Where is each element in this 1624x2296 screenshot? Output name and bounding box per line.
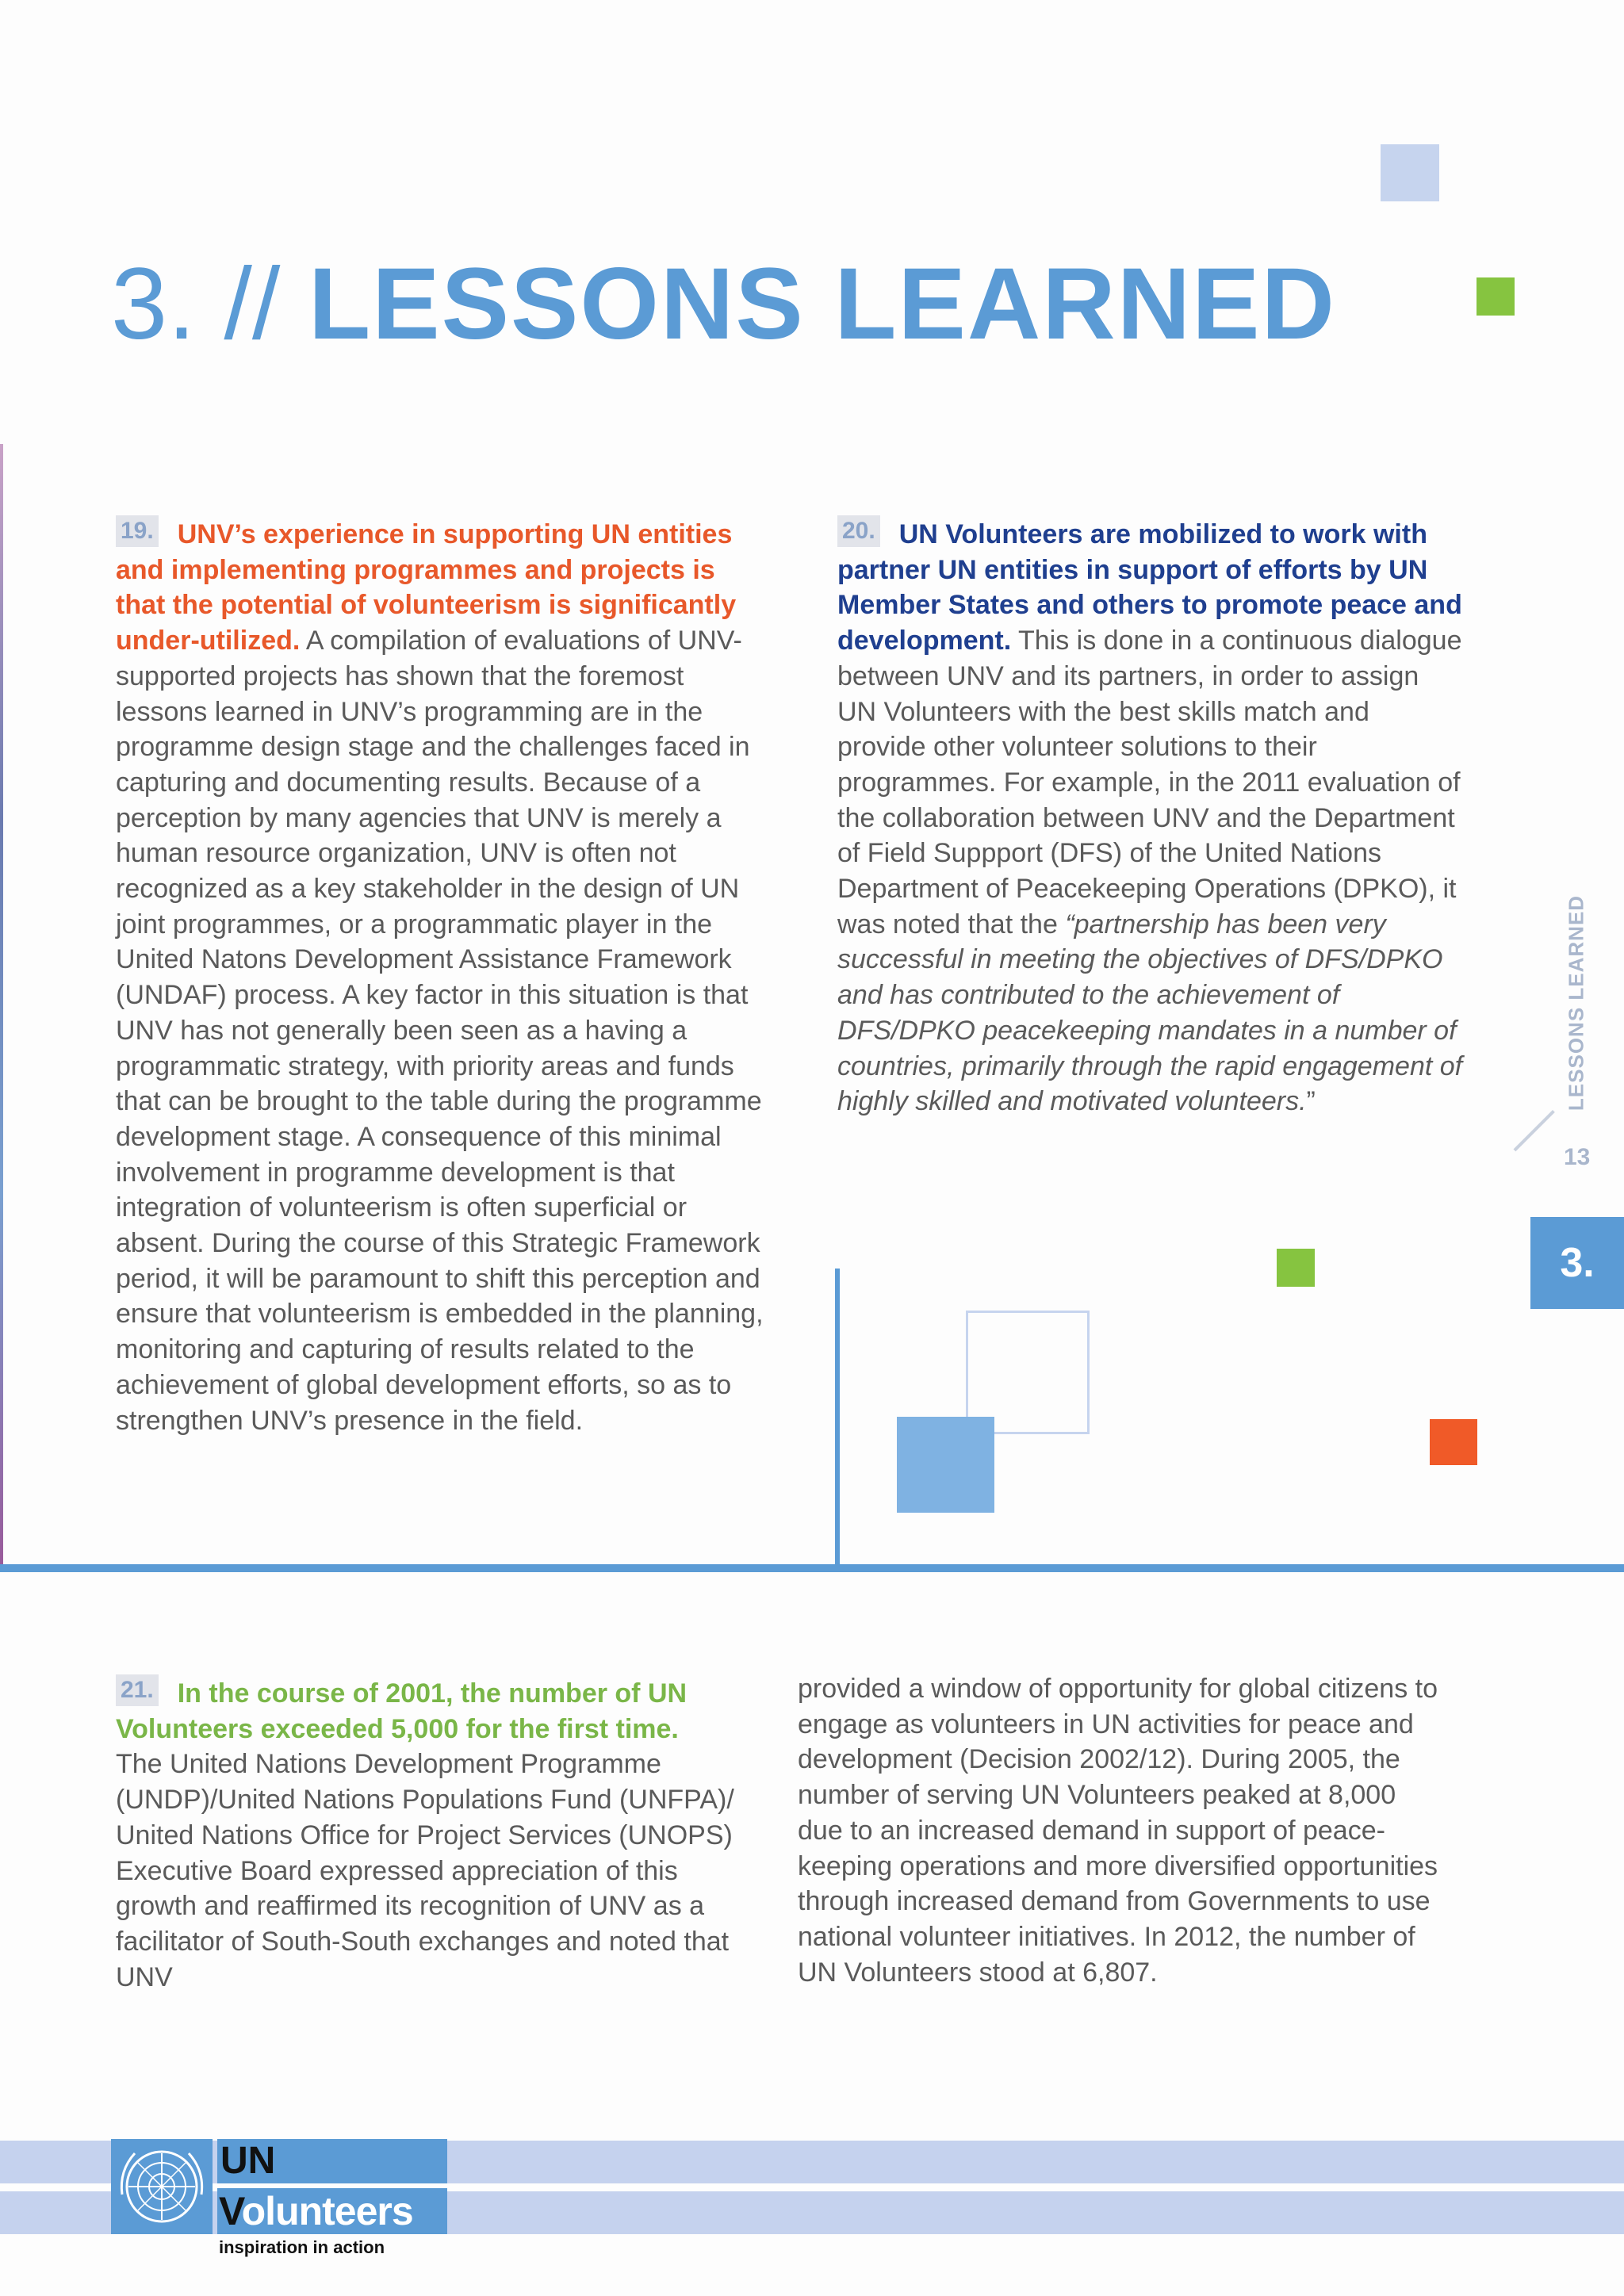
paragraph-21-lead: In the course of 2001, the number of UN Volunteers exceeded 5,000 for the first time. (116, 1678, 688, 1744)
paragraph-20-quote: “partnership has been very successful in meeting the objectives of DFS/DPKO and has contributed to the achievement of DFS/DPKO peacekeeping mandates in a number of countries, primarily through the rapid engagement of highly skilled and motivated volunteers. (837, 909, 1463, 1117)
section-side-label-text: LESSONS LEARNED (1564, 894, 1588, 1112)
paragraph-21-continuation-text: provided a window of opportunity for global citizens to engage as volunteers in UN activities for peace and development (Decision 2002/12). During 2005, the number of serving UN Volunteers peaked at 8,000 due to an increased demand in support of peace-keeping operations and more diversified opportunities through increased demand from Governments to use national volunteer initiatives. In 2012, the number of UN Volunteers stood at 6,807. (798, 1674, 1438, 1988)
deco-square-blue (897, 1417, 994, 1513)
paragraph-19-body: A compilation of evaluations of UNV-supported projects has shown that the foremost lessons learned in UNV’s programming are in the programme design stage and the challenges faced in capturing and documenting results. Because of a perception by many agencies that UNV is merely a human resource organization, UNV is often not recognized as a key stakeholder in the design of UN joint programmes, or a programmatic player in the United Natons Development Assistance Framework (UNDAF) process. A key factor in this situation is that UNV has not generally been seen as a having a programmatic strategy, with priority areas and funds that can be brought to the table during the programme development stage. A consequence of this minimal involvement in programme development is that integration of volunteerism is often superficial or absent. During the course of this Strategic Framework period, it will be paramount to shift this perception and ensure that volunteerism is embedded in the planning, monitoring and capturing of results related to the achievement of global development efforts, so as to strengthen UNV’s presence in the field. (116, 626, 764, 1436)
horizontal-divider (0, 1564, 1624, 1572)
logo-volunteers-rest: olunteers (241, 2189, 413, 2233)
logo-volunteers-initial: V (219, 2189, 242, 2233)
deco-square-outline (966, 1311, 1090, 1434)
page-slash-divider (1514, 1110, 1555, 1151)
paragraph-21-body: The United Nations Development Programme (UNDP)/United Nations Populations Fund (UNFPA)/ United Nations Office for Project Services (UNOPS) Executive Board expressed appreciation of this growth and reaffirmed its recognition of UNV as a facilitator of South-South exchanges and noted that UNV (116, 1749, 734, 1992)
deco-square-light-blue (1381, 144, 1439, 201)
paragraph-20-body: This is done in a continuous dialogue between UNV and its partners, in order to assign UN Volunteers with the best skills match and provide other volunteer solutions to their programmes. For example, in the 2011 evaluation of the collaboration between UNV and the Department of Field Suppport (DFS) of the United Nations Department of Peacekeeping Operations (DPKO), it was noted that the (837, 626, 1462, 939)
paragraph-21 (116, 1674, 766, 1995)
paragraph-20-lead: UN Volunteers are mobilized to work with partner UN entities in support of efforts by UN Member States and others to promote peace and development. (837, 519, 1462, 656)
logo-tagline: inspiration in action (219, 2237, 385, 2257)
paragraph-21-continuation (798, 1671, 1448, 1990)
paragraph-20-quote-close: ” (1306, 1086, 1316, 1117)
deco-square-green (1477, 277, 1515, 316)
paragraph-20 (837, 515, 1464, 1119)
title-number: 3. // (111, 247, 281, 361)
vertical-divider (835, 1269, 840, 1566)
un-emblem-icon (111, 2139, 213, 2234)
title-word: LESSONS LEARNED (308, 247, 1336, 361)
paragraph-19-lead: UNV’s experience in supporting UN entities and implementing programmes and projects is that the potential of volunteerism is significantly under-utilized. (116, 519, 737, 656)
logo-volunteers-text (219, 2190, 413, 2233)
page-title (111, 247, 1336, 361)
un-volunteers-logo (111, 2139, 447, 2234)
page-number: 13 (1564, 1144, 1591, 1170)
paragraph-19 (116, 515, 766, 1438)
paragraph-number-21: 21. (116, 1674, 159, 1706)
logo-un-text: UN (220, 2140, 276, 2182)
deco-square-orange (1430, 1419, 1477, 1465)
paragraph-number-20: 20. (837, 515, 880, 547)
section-side-label (1545, 896, 1608, 1110)
un-emblem-box (111, 2139, 213, 2234)
chapter-tab: 3. (1530, 1217, 1624, 1309)
deco-square-green-small (1277, 1249, 1315, 1287)
paragraph-number-19: 19. (116, 515, 159, 547)
left-edge-decoration (0, 444, 3, 1570)
